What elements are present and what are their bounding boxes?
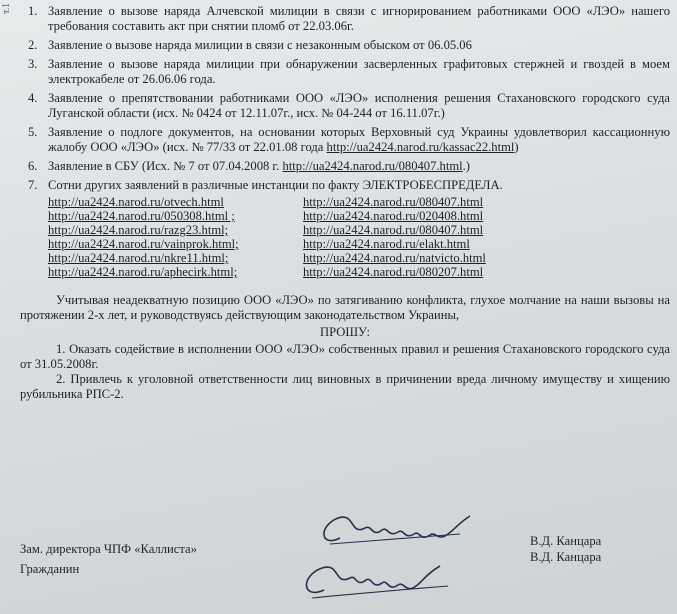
list-item-text: Заявление о препятствовании работниками ООО «ЛЭО» исполнения решения Стахановского городского суда Луганской области (исх. № 0424 от 12.11.07г., исх. № 04-244 от 16.11.07г.): [48, 91, 670, 120]
request-heading: ПРОШУ:: [320, 325, 370, 339]
link-right[interactable]: http://ua2424.narod.ru/elakt.html: [303, 237, 470, 251]
list-item: [20, 178, 670, 279]
link-left[interactable]: http://ua2424.narod.ru/vainprok.html;: [48, 237, 239, 251]
list-item: [20, 57, 670, 87]
list-item-text: Заявление о вызове наряда милиции в связи с незаконным обыском от 06.05.06: [48, 38, 472, 52]
sbu-link[interactable]: http://ua2424.narod.ru/080407.html: [282, 159, 463, 173]
list-item-number: 2.: [28, 38, 38, 52]
list-item-text: Заявление о подлоге документов, на основании которых Верховный суд Украины удовлетворил кассационную жалобу ООО «ЛЭО» (исх. № 77/33 от 22.01.08 года: [48, 125, 670, 154]
link-left[interactable]: http://ua2424.narod.ru/aphecirk.html;: [48, 265, 238, 279]
list-item-text: Сотни других заявлений в различные инстанции по факту ЭЛЕКТРОБЕСПРЕДЕЛА.: [48, 178, 503, 192]
kassac-link[interactable]: http://ua2424.narod.ru/kassac22.html: [326, 140, 515, 154]
link-left[interactable]: http://ua2424.narod.ru/nkre11.html;: [48, 251, 229, 265]
statement-list: [20, 4, 670, 279]
document-body: [20, 4, 670, 402]
list-item: [20, 38, 670, 53]
list-item: [20, 4, 670, 34]
link-left[interactable]: http://ua2424.narod.ru/050308.html ;: [48, 209, 235, 223]
signatory-role: Зам. директора ЧПФ «Каллиста»: [20, 542, 197, 556]
list-item-number: 4.: [28, 91, 38, 105]
link-left[interactable]: http://ua2424.narod.ru/razg23.html;: [48, 223, 229, 237]
list-item-text: Заявление о вызове наряда Алчевской милиции в связи с игнорированием работниками ООО «ЛЭО» нашего требования составить акт при снятии пломб от 22.03.06г.: [48, 4, 670, 33]
list-item-number: 1.: [28, 4, 38, 18]
handwritten-signature: [310, 508, 480, 558]
link-right[interactable]: http://ua2424.narod.ru/080207.html: [303, 265, 484, 279]
signatory-name: В.Д. Канцара: [530, 550, 602, 564]
handwritten-signature: [290, 556, 460, 612]
list-item: [20, 91, 670, 121]
list-item-text-after: .): [462, 159, 470, 173]
request-item: 1. Оказать содействие в исполнении ООО «ЛЭО» собственных правил и решения Стахановского городского суда от 31.05.2008г.: [20, 342, 670, 371]
request-item: 2. Привлечь к уголовной ответственности лиц виновных в причинении вреда личному имуществу и хищению рубильника РПС-2.: [20, 372, 670, 401]
list-item-text: Заявление в СБУ (Исх. № 7 от 07.04.2008 г.: [48, 159, 283, 173]
list-item: [20, 159, 670, 174]
link-right[interactable]: http://ua2424.narod.ru/natvicto.html: [303, 251, 486, 265]
list-item-number: 6.: [28, 159, 38, 173]
main-paragraph: Учитывая неадекватную позицию ООО «ЛЭО» по затягиванию конфликта, глухое молчание на наши вызовы на протяжении 2-х лет, и руководствуясь действующим законодательством Украины,: [20, 293, 670, 322]
signatory-role: Гражданин: [20, 562, 80, 576]
signatory-name: В.Д. Канцара: [530, 534, 602, 548]
link-left[interactable]: http://ua2424.narod.ru/otvech.html: [48, 195, 224, 209]
list-item-text: Заявление о вызове наряда милиции при обнаружении засверленных графитовых стержней и гвоздей в моем электрокабеле от 26.06.06 года.: [48, 57, 670, 86]
list-item-number: 5.: [28, 125, 38, 139]
signature-block: [20, 520, 670, 614]
list-item-text-after: ): [514, 140, 519, 154]
list-item-number: 7.: [28, 178, 38, 192]
link-right[interactable]: http://ua2424.narod.ru/080407.html: [303, 195, 484, 209]
link-right[interactable]: http://ua2424.narod.ru/020408.html: [303, 209, 484, 223]
link-right[interactable]: http://ua2424.narod.ru/080407.html: [303, 223, 484, 237]
edge-mark: т.1: [1, 2, 12, 14]
list-item-number: 3.: [28, 57, 38, 71]
links-grid: [48, 195, 670, 279]
list-item: [20, 125, 670, 155]
